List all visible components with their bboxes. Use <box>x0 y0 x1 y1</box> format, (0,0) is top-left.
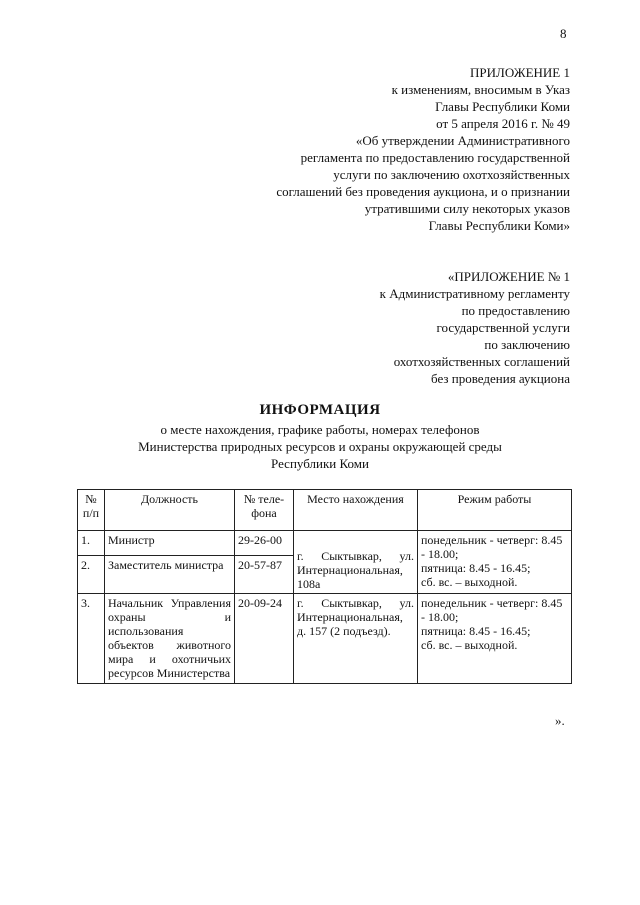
document-title: ИНФОРМАЦИЯ <box>259 402 381 418</box>
annex-1-line: «Об утверждении Административного <box>355 133 570 148</box>
annex-1-line: утратившими силу некоторых указов <box>364 201 570 216</box>
schedule-line: сб. вс. – выходной. <box>421 575 518 589</box>
contact-info-table <box>77 489 572 684</box>
position-text: Начальник Управления охраны и использования объектов животного мира и охотничьих ресурсов Министерства <box>108 596 231 680</box>
row-position: Министр <box>105 531 235 556</box>
header-location: Место нахождения <box>294 490 418 531</box>
annex-1-line: к изменениям, вносимым в Указ <box>391 82 570 97</box>
row-schedule <box>418 594 572 684</box>
row-position: Заместитель министра <box>105 556 235 594</box>
schedule-line: сб. вс. – выходной. <box>421 638 518 652</box>
schedule-line: пятница: 8.45 - 16.45; <box>421 561 531 575</box>
annex-2-header <box>380 268 570 387</box>
row-schedule <box>418 531 572 594</box>
annex-1-line: услуги по заключению охотхозяйственных <box>333 167 570 182</box>
row-position <box>105 594 235 684</box>
location-text: г. Сыктывкар, ул. Интернациональная, 108а <box>297 549 414 591</box>
row-num: 3. <box>78 594 105 684</box>
annex-2-line: по предоставлению <box>461 303 570 318</box>
table-header-row <box>78 490 572 531</box>
table-row <box>78 531 572 556</box>
header-num: № п/п <box>78 490 105 531</box>
row-num: 2. <box>78 556 105 594</box>
annex-1-line: Главы Республики Коми <box>435 99 570 114</box>
row-location <box>294 531 418 594</box>
annex-1-line: соглашений без проведения аукциона, и о признании <box>276 184 570 199</box>
annex-2-line: без проведения аукциона <box>431 371 570 386</box>
table-row <box>78 594 572 684</box>
annex-2-line: «ПРИЛОЖЕНИЕ № 1 <box>447 269 570 284</box>
schedule-line: пятница: 8.45 - 16.45; <box>421 624 531 638</box>
annex-1-line: Главы Республики Коми» <box>428 218 570 233</box>
annex-2-line: к Административному регламенту <box>379 286 570 301</box>
header-schedule: Режим работы <box>418 490 572 531</box>
annex-1-line: от 5 апреля 2016 г. № 49 <box>436 116 570 131</box>
subtitle-line: Министерства природных ресурсов и охраны окружающей среды <box>138 439 502 454</box>
annex-1-header <box>276 64 570 234</box>
row-num: 1. <box>78 531 105 556</box>
subtitle-line: о месте нахождения, графике работы, номерах телефонов <box>160 422 480 437</box>
header-position: Должность <box>105 490 235 531</box>
annex-1-line: ПРИЛОЖЕНИЕ 1 <box>470 65 570 80</box>
row-phone: 20-57-87 <box>235 556 294 594</box>
header-phone: № теле-фона <box>235 490 294 531</box>
row-phone: 29-26-00 <box>235 531 294 556</box>
annex-2-line: государственной услуги <box>436 320 570 335</box>
row-location <box>294 594 418 684</box>
subtitle-line: Республики Коми <box>271 456 369 471</box>
row-phone: 20-09-24 <box>235 594 294 684</box>
document-subtitle <box>0 421 640 472</box>
schedule-line: понедельник - четверг: 8.45 - 18.00; <box>421 596 563 624</box>
closing-quote: ». <box>555 713 565 728</box>
annex-1-line: регламента по предоставлению государственной <box>300 150 570 165</box>
page-number: 8 <box>560 26 567 41</box>
annex-2-line: по заключению <box>484 337 570 352</box>
location-text: г. Сыктывкар, ул. Интернациональная, д. 157 (2 подъезд). <box>297 596 414 638</box>
annex-2-line: охотхозяйственных соглашений <box>393 354 570 369</box>
schedule-line: понедельник - четверг: 8.45 - 18.00; <box>421 533 563 561</box>
